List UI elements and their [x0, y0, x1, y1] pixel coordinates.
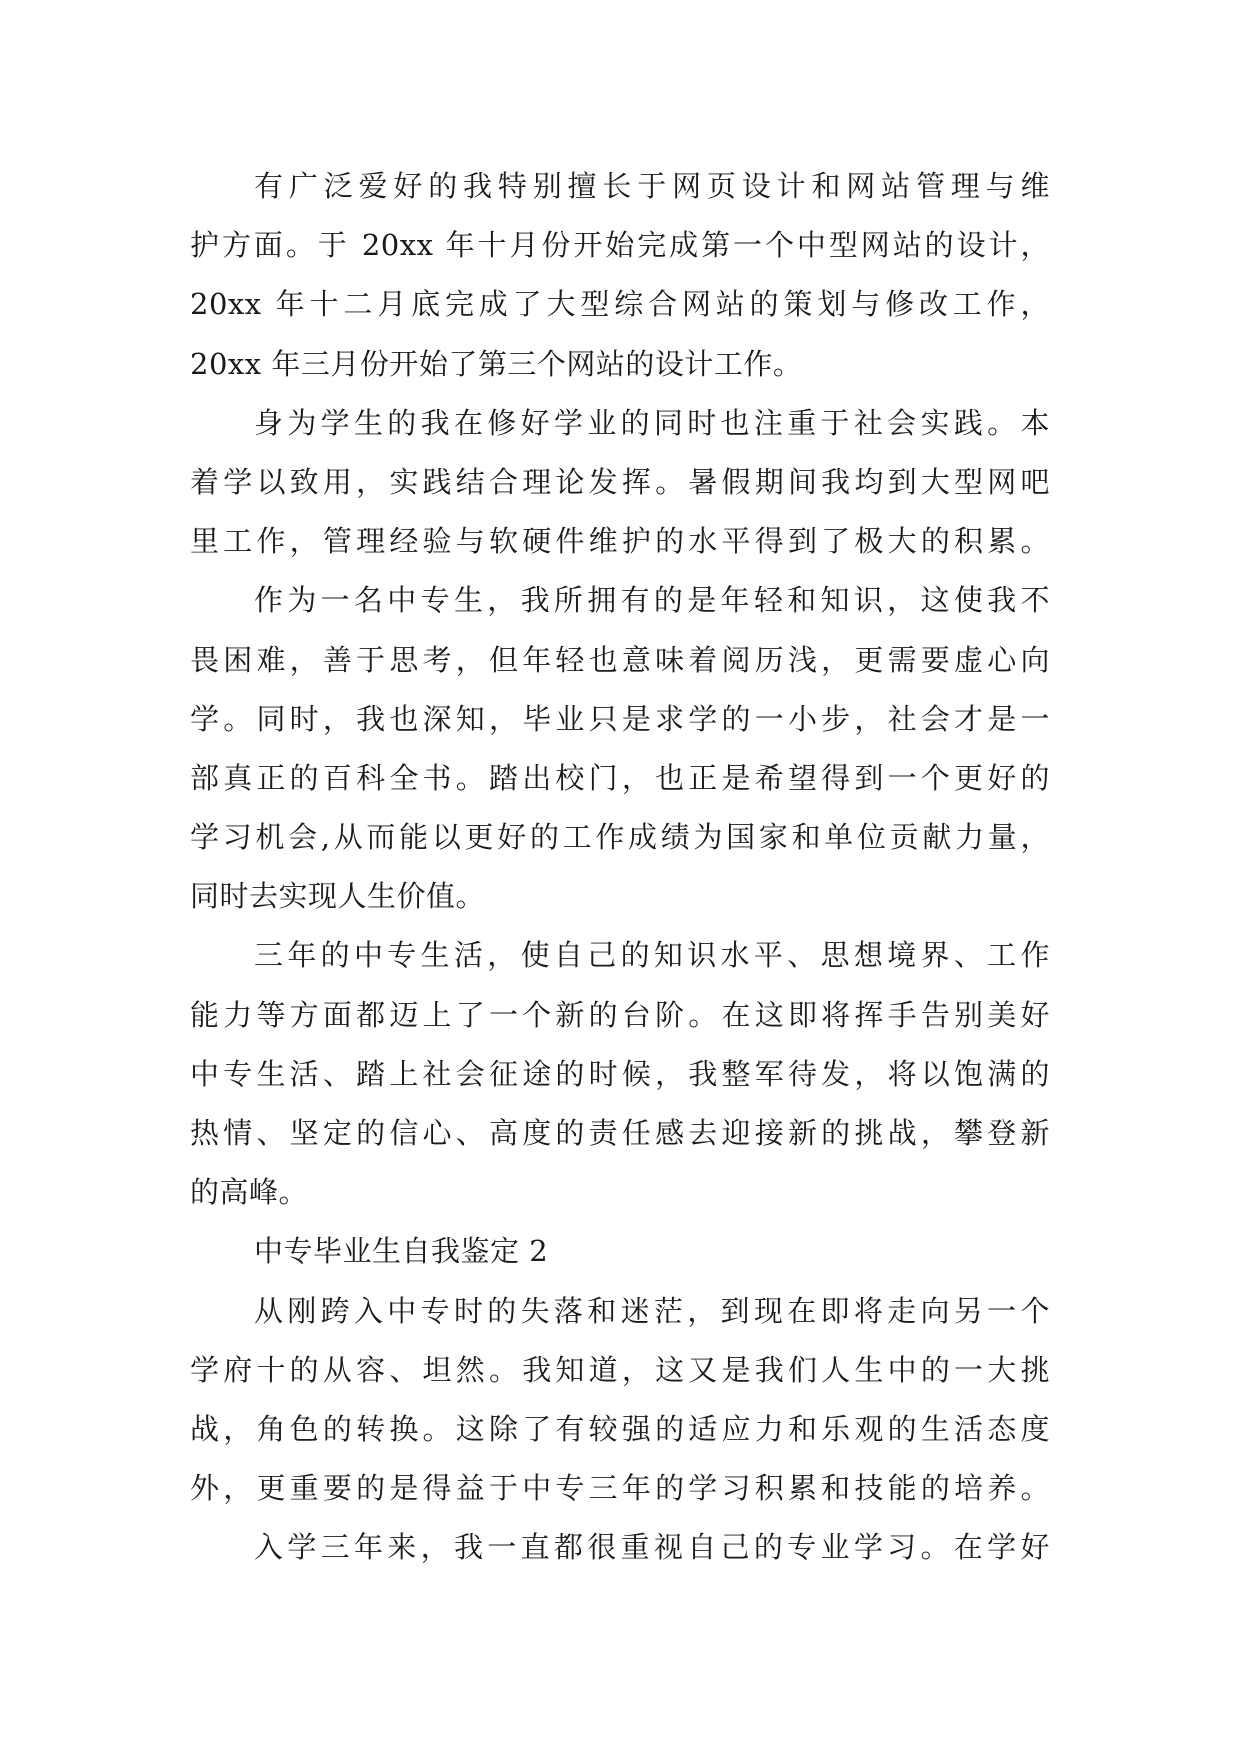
heading-text: 中专毕业生自我鉴定 2: [254, 1234, 549, 1269]
text-line: 护方面。于 20xx 年十月份开始完成第一个中型网站的设计，: [190, 228, 1050, 263]
document-body: [190, 157, 1050, 1578]
text-line: 外，更重要的是得益于中专三年的学习积累和技能的培养。: [190, 1471, 1050, 1506]
paragraph: [190, 1282, 1050, 1519]
text-line: 的高峰。: [190, 1175, 309, 1210]
text-line: 战，角色的转换。这除了有较强的适应力和乐观的生活态度: [190, 1411, 1050, 1446]
text-line: 作为一名中专生，我所拥有的是年轻和知识，这使我不: [254, 583, 1050, 618]
paragraph: [190, 571, 1050, 926]
text-line: 学。同时，我也深知，毕业只是求学的一小步，社会才是一: [190, 701, 1050, 736]
text-line: 学习机会,从而能以更好的工作成绩为国家和单位贡献力量，: [190, 820, 1050, 855]
text-line: 学府十的从容、坦然。我知道，这又是我们人生中的一大挑: [190, 1352, 1050, 1387]
text-line: 畏困难，善于思考，但年轻也意味着阅历浅，更需要虚心向: [190, 642, 1050, 677]
paragraph: [190, 394, 1050, 572]
text-line: 三年的中专生活，使自己的知识水平、思想境界、工作: [254, 938, 1050, 973]
text-line: 20xx 年三月份开始了第三个网站的设计工作。: [190, 346, 803, 381]
text-line: 着学以致用，实践结合理论发挥。暑假期间我均到大型网吧: [190, 464, 1050, 499]
section-heading: [190, 1222, 1050, 1281]
text-line: 里工作，管理经验与软硬件维护的水平得到了极大的积累。: [190, 524, 1050, 559]
text-line: 同时去实现人生价值。: [190, 879, 486, 914]
text-line: 身为学生的我在修好学业的同时也注重于社会实践。本: [254, 405, 1050, 440]
paragraph: [190, 1518, 1050, 1577]
paragraph: [190, 157, 1050, 394]
text-line: 热情、坚定的信心、高度的责任感去迎接新的挑战，攀登新: [190, 1116, 1050, 1150]
text-line: 从刚跨入中专时的失落和迷茫，到现在即将走向另一个: [254, 1293, 1050, 1328]
text-line: 能力等方面都迈上了一个新的台阶。在这即将挥手告别美好: [190, 997, 1050, 1032]
text-line: 入学三年来，我一直都很重视自己的专业学习。在学好: [254, 1530, 1050, 1565]
text-line: 20xx 年十二月底完成了大型综合网站的策划与修改工作，: [190, 287, 1050, 322]
text-line: 有广泛爱好的我特别擅长于网页设计和网站管理与维: [254, 169, 1050, 203]
text-line: 部真正的百科全书。踏出校门，也正是希望得到一个更好的: [190, 760, 1050, 795]
paragraph: [190, 926, 1050, 1222]
text-line: 中专生活、踏上社会征途的时候，我整军待发，将以饱满的: [190, 1056, 1050, 1091]
